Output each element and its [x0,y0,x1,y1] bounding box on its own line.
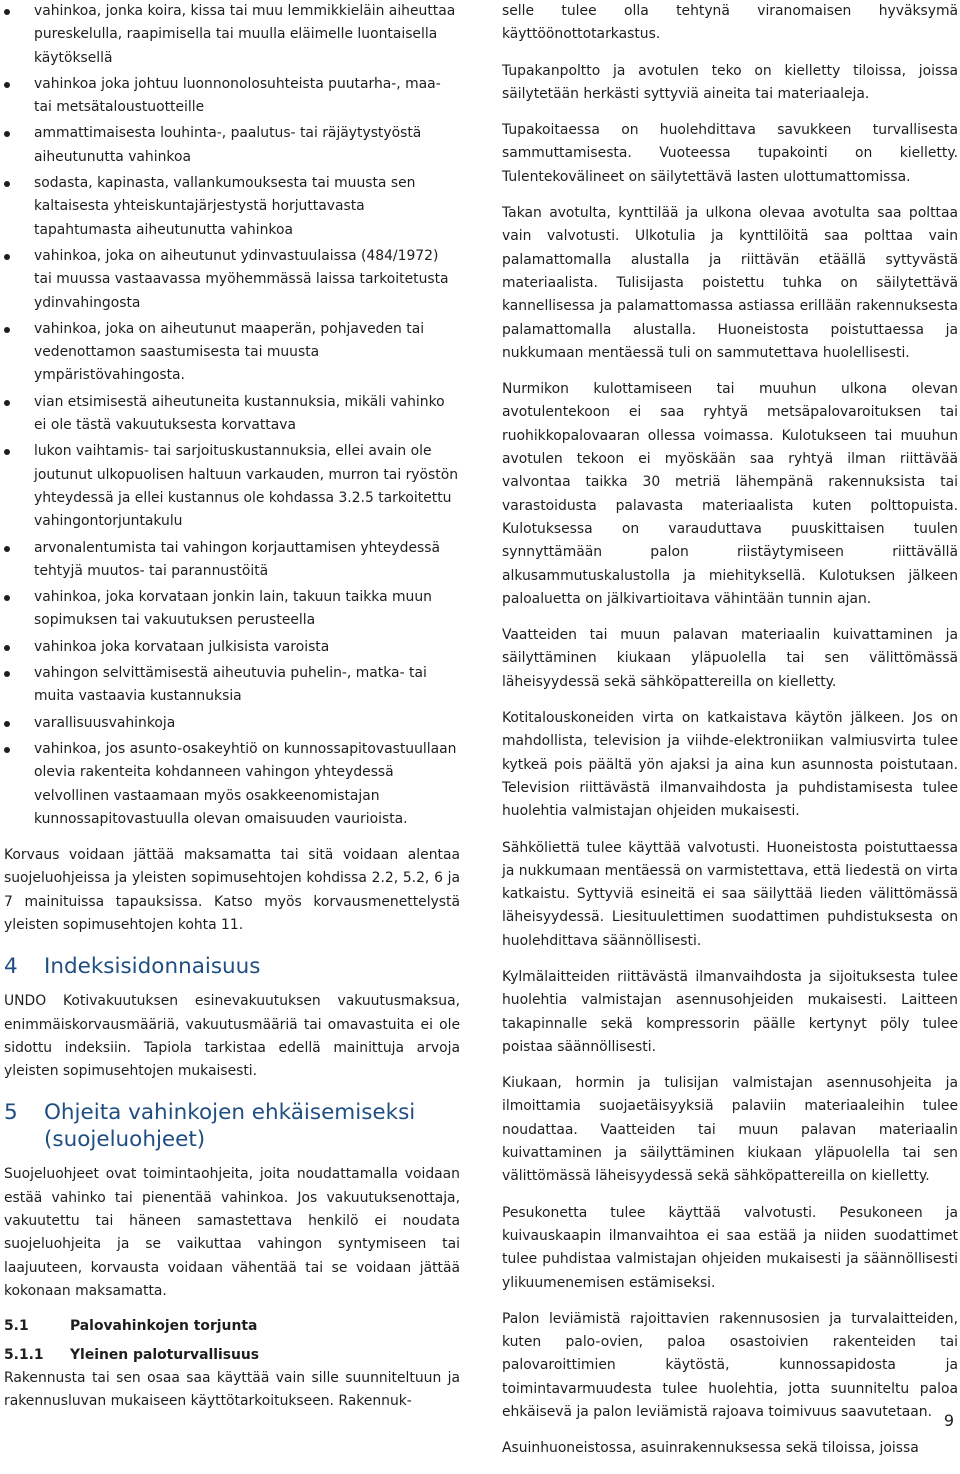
paragraph: Palon leviämistä rajoittavien rakennusosien ja turvalaitteiden, kuten palo-ovien, paloa osastoivien rakenteiden tai palovaroittimien käytöstä, kunnossapidosta ja toimintavarmuudesta tulee huolehtia, jotta suunniteltu paloa ehkäisevä ja palon leviämistä rajoava toimivuus saavutetaan. [502,1310,958,1421]
paragraph: Vaatteiden tai muun palavan materiaalin kuivattaminen ja säilyttäminen kiukaan yläpuolella tai sen välittömässä läheisyydessä sekä sähköpattereilla on kielletty. [502,627,958,690]
paragraph: Asuinhuoneistossa, asuinrakennuksessa sekä tiloissa, joissa [502,1440,919,1457]
paragraph: Tupakoitaessa on huolehdittava savukkeen turvallisesta sammuttamisesta. Vuoteessa tupakointi on kielletty. Tulentekovälineet on säilytettävä lasten ulottumattomissa. [502,122,958,185]
bullet-icon [4,82,10,88]
bullet-icon [4,254,10,260]
right-column [502,0,958,1474]
list-item: vahinkoa, jonka koira, kissa tai muu lemmikkieläin aiheuttaa pureskelulla, raapimisella tai muulla eläimelle luontaisella käytöksellä [4,0,460,70]
bullet-icon [4,181,10,187]
bullet-icon [4,671,10,677]
bullet-icon [4,400,10,406]
heading-section-5 [4,1099,460,1153]
heading-section-5-1 [4,1315,460,1338]
left-column [4,0,460,1413]
heading-section-4 [4,953,460,980]
section-number: 5.1.1 [4,1346,44,1363]
section-title: Yleinen paloturvallisuus [70,1346,260,1363]
paragraph-suojelu: Suojeluohjeet ovat toimintaohjeita, joita noudattamalla voidaan estää vahinko tai pienentää vahinkoa. Jos vakuutuksenottaja, vakuutettu tai häneen samastettava henkilö ei noudata suojeluohjeita ja se vaikuttaa vahingon syntymiseen tai laajuuteen, korvausta voidaan vähentää tai se voidaan jättää kokonaan maksamatta. [4,1166,460,1299]
paragraph: Kiukaan, hormin ja tulisijan valmistajan asennusohjeita ja ilmoittamia suojaetäisyyksiä palaviin materiaaleihin tulee noudattaa. Vaatteiden tai muun palavan materiaalin kuivattaminen ja säilyttäminen kiukaan yläpuolella tai sen välittömässä läheisyydessä sekä sähköpattereilla on kielletty. [502,1075,958,1185]
paragraph: Takan avotulta, kynttilää ja ulkona olevaa avotulta saa polttaa vain valvotusti. Ulkotulia ja kynttilöitä saa polttaa vain palamattomalla alustalla ja riittävän etäällä syttyvästä materiaalista. Tulisijasta poistettu tuhka on säilytettävä kannellisessa ja palamattomassa astiassa erillään rakennuksesta palamattomalla alustalla. Huoneistosta poistuttaessa ja nukkumaan mentäessä tuli on sammutettava huolellisesti. [502,205,958,361]
list-item: vahinkoa, jos asunto-osakeyhtiö on kunnossapitovastuullaan olevia rakenteita kohdanneen vahingon yhteydessä velvollinen vastaamaan myös osakkeenomistajan kunnossapitovastuulla olevan omaisuuden vaurioista. [4,738,460,831]
paragraph: Pesukonetta tulee käyttää valvotusti. Pesukoneen ja kuivauskaapin ilmanvaihtoa ei saa estää ja niiden suodattimet tulee puhdistaa valmistajan ohjeiden mukaisesti ja säännöllisesti ylikuumenemisen estämiseksi. [502,1204,958,1291]
paragraph: Kylmälaitteiden riittävästä ilmanvaihdosta ja sijoituksesta tulee huolehtia valmistajan asennusohjeiden mukaisesti. Laitteen takapinnalle sekä kompressorin päälle kertynyt pöly tulee poistaa säännöllisesti. [502,968,958,1055]
list-item: vahinkoa joka korvataan julkisista varoista [4,636,460,659]
heading-section-5-1-1 [4,1344,460,1367]
section-title: Indeksisidonnaisuus [44,954,261,980]
list-item: vahinkoa joka johtuu luonnonolosuhteista puutarha-, maa- tai metsätaloustuotteille [4,73,460,120]
list-item: vahinkoa, joka korvataan jonkin lain, takuun taikka muun sopimuksen tai vakuutuksen perusteella [4,586,460,633]
section-title: Palovahinkojen torjunta [70,1318,258,1335]
paragraph-indeksi: UNDO Kotivakuutuksen esinevakuutuksen vakuutusmaksua, enimmäiskorvausmääriä, vakuutusmääriä tai omavastuita ei ole sidottu indeksiin. Tapiola tarkistaa edellä mainittuja arvoja yleisten sopimusehtojen mukaisesti. [4,993,460,1080]
bullet-icon [4,546,10,552]
paragraph-rakennus: Rakennusta tai sen osaa saa käyttää vain sille suunniteltuun ja rakennusluvan mukaiseen käyttötarkoitukseen. Rakennuk- [4,1369,460,1410]
paragraph: Kotitalouskoneiden virta on katkaistava käytön jälkeen. Jos on mahdollista, television ja viihde-elektroniikan valmiusvirta tulee kytkeä pois päältä yön ajaksi ja aina kun asunnosta poistutaan. Television riittävästä ilmanvaihdosta ja puhdistamisesta tulee huolehtia valmistajan ohjeiden mukaisesti. [502,710,958,820]
page-number: 9 [943,1411,954,1430]
section-number: 4 [4,954,18,980]
bullet-icon [4,645,10,651]
list-item: vian etsimisestä aiheutuneita kustannuksia, mikäli vahinko ei ole tästä vakuutuksesta korvattava [4,391,460,438]
section-number: 5.1 [4,1318,29,1335]
paragraph: Nurmikon kulottamiseen tai muuhun ulkona olevan avotulentekoon ei saa ryhtyä metsäpalovaroituksen tai ruohikkopalovaaran ollessa voimassa. Kulotukseen tai muuhun avotulen tekoon ei myöskään saa ryhtyä ilman riittävää valvontaa taikka 30 metriä lähempänä rakennuksista tai varastoidusta palavasta materiaalista kuten polttopuista. Kulotuksessa on varauduttava puuskittaisen tuulen synnyttämään palon riistäytymiseen riittävällä alkusammutuskalustolla ja miehityksellä. Kulotuksen jälkeen paloaluetta on jälkivartioitava vähintään tunnin ajan. [502,381,958,607]
list-item: lukon vaihtamis- tai sarjoituskustannuksia, ellei avain ole joutunut ulkopuolisen haltuun varkauden, murron tai ryöstön yhteydessä ja ellei kustannus ole kohdassa 3.2.5 tarkoitettu vahingontorjuntakulu [4,440,460,533]
bullet-icon [4,449,10,455]
bullet-icon [4,721,10,727]
list-item: vahinkoa, joka on aiheutunut maaperän, pohjaveden tai vedenottamon saastumisesta tai muusta ympäristövahingosta. [4,318,460,388]
bullet-icon [4,327,10,333]
list-item: vahingon selvittämisestä aiheutuvia puhelin-, matka- tai muita vastaavia kustannuksia [4,662,460,709]
paragraph: Sähköliettä tulee käyttää valvotusti. Huoneistosta poistuttaessa ja nukkumaan mentäessä on varmistettava, että liedestä on virta katkaistu. Syttyviä esineitä ei saa säilyttää lieden välittömässä läheisyydessä. Liesituulettimen suodattimen puhdistuksesta on huolehdittava säännöllisesti. [502,839,958,949]
paragraph: Tupakanpoltto ja avotulen teko on kielletty tiloissa, joissa säilytetään herkästi syttyviä aineita tai materiaaleja. [502,62,958,102]
paragraph: selle tulee olla tehtynä viranomaisen hyväksymä käyttöönottotarkastus. [502,3,958,43]
bullet-icon [4,9,10,15]
list-item: ammattimaisesta louhinta-, paalutus- tai räjäytystyöstä aiheutunutta vahinkoa [4,122,460,169]
bullet-icon [4,595,10,601]
list-item: vahinkoa, joka on aiheutunut ydinvastuulaissa (484/1972) tai muussa vastaavassa myöhemmässä laissa tarkoitetusta ydinvahingosta [4,245,460,315]
bullet-icon [4,747,10,753]
list-item: sodasta, kapinasta, vallankumouksesta tai muusta sen kaltaisesta yhteiskuntajärjestystä horjuttavasta tapahtumasta aiheutunutta vahinkoa [4,172,460,242]
section-number: 5 [4,1100,18,1126]
section-title: Ohjeita vahinkojen ehkäisemiseksi (suojeluohjeet) [44,1100,416,1153]
list-item: arvonalentumista tai vahingon korjauttamisen yhteydessä tehtyjä muutos- tai parannustöitä [4,537,460,584]
list-item: varallisuusvahinkoja [4,712,460,735]
exclusion-list [4,0,460,831]
paragraph-korvaus: Korvaus voidaan jättää maksamatta tai sitä voidaan alentaa suojeluohjeissa ja yleisten sopimusehtojen kohdissa 2.2, 5.2, 6 ja 7 mainituissa tapauksissa. Katso myös korvausmenettelystä yleisten sopimusehtojen kohta 11. [4,847,460,933]
bullet-icon [4,131,10,137]
